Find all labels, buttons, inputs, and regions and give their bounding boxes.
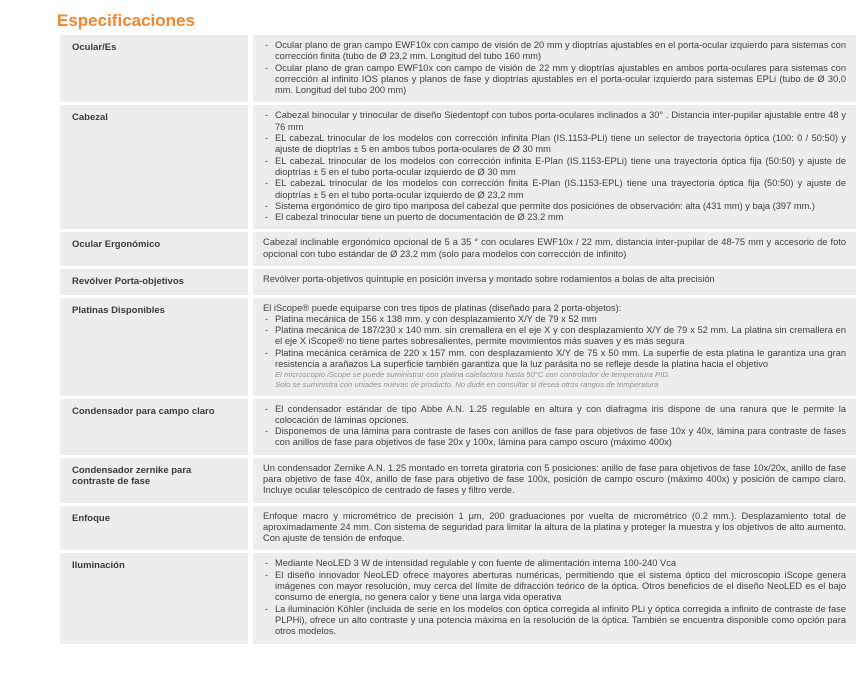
spec-row [60,232,856,266]
spec-row [60,298,856,396]
spec-bullet-item: - Platina mecánica de 156 x 138 mm. y con desplazamiento X/Y de 79 x 52 mm [263,314,846,325]
spec-row [60,399,856,455]
spec-row-label: Enfoque [60,506,248,551]
spec-note-text: Solo se suministra con uniades nuevas de producto. No dude en consultar si desea otros rangos de temperatura [275,379,659,389]
spec-row-content [253,232,856,266]
spec-text: Cabezal inclinable ergonómico opcional de 5 a 35 ° con oculares EWF10x / 22 mm, distancia inter-pupilar de 48-75 mm y accesorio de foto opcional con tubo estándar de Ø 23.2 mm (solo para modelos con corrección de infinito) [263,237,846,259]
spec-bullet-item: - El cabezal trinocular tiene un puerto de documentación de Ø 23.2 mm [263,212,846,223]
spec-row-label: Platinas Disponibles [60,298,248,396]
spec-row [60,553,856,643]
spec-row [60,269,856,295]
spec-text: Enfoque macro y micrométrico de precisión 1 μm, 200 graduaciones por vuelta de micrométrico (0.2 mm.). Desplazamiento total de aproximadamente 24 mm. Con sistema de seguridad para limitar la altura de la platina y proteger la muestra y los objetivos de alto aumento. Con ajuste de tensión de enfoque. [263,510,846,544]
spec-bullet-item: - Cabezal binocular y trinocular de diseño Siedentopf con tubos porta-oculares inclinados a 30° . Distancia inter-pupilar ajustable entre 48 y 76 mm [263,110,846,133]
specifications-table [60,35,856,644]
spec-text: Un condensador Zernike A.N. 1.25 montado en torreta giratoria con 5 posiciones: anillo de fase para objetivos de fase 10x/20x, anillo de fase para objetivo de fase 40x, anillo de fase para objetivo de fase 100x, posición de campo oscuro (máximo 400x) y posición de campo claro. Incluye ocular telescópico de centrado de fases y filtro verde. [263,462,846,496]
spec-row-label: Iluminación [60,553,248,643]
spec-row-content [253,399,856,455]
spec-text: Revólver porta-objetivos quíntuple en posición inversa y montado sobre rodamientos a bolas de alta precisión [263,274,715,285]
spec-bullet-item: - La iluminación Köhler (incluida de serie en los modelos con óptica corregida al infinito PLi y óptica corregida a infinito de contraste de fase PLPHi), ofrece un alto contraste y una potencia máxima en la resolución de la óptica. También se encuentra disponible como opción para otros modelos. [263,604,846,638]
spec-row-label: Ocular/Es [60,35,248,102]
spec-bullet-item: - El condensador estándar de tipo Abbe A.N. 1.25 regulable en altura y con diafragma iris dispone de una ranura que le permite la colocación de láminas opciones. [263,404,846,427]
spec-row-label: Revólver Porta-objetivos [60,269,248,295]
spec-bullet-item: - Disponemos de una lámina para contraste de fases con anillos de fase para objetivos de fase 10x y 40x, lámina para contraste de fases con anillos de fase para objetivos de fase 20x y 100x, lámina para campo oscuro (máximo 400x) [263,426,846,449]
spec-bullet-item: - EL cabezaL trinocular de los modelos con corrección infinita Plan (IS.1153-PLi) tiene un selector de trayectoria óptica (100: 0 / 50:50) y ajuste de dioptrías ± 5 en ambos tubos porta-oculares de Ø 30 mm [263,133,846,156]
spec-bullet-item: - El diseño innovador NeoLED ofrece mayores aberturas numéricas, permitiendo que el sistema óptico del microscopio iScope genera imágenes con mayor resolución, muy cerca del límite de difracción teórico de la óptica. Otros beneficios de el diseño NeoLED es el bajo consumo de energía, no genera calor y tiene una larga vida operativa [263,570,846,604]
spec-row [60,105,856,229]
spec-bullet-item: - Ocular plano de gran campo EWF10x con campo de visión de 22 mm y dioptrías ajustables en ambos porta-oculares para sistemas con corrección al infinito IOS planos y planos de fase y dioptrías ajustables en el porta-ocular izquierdo para sistemas EPLi (tubo de Ø 30,0 mm. Longitud del tubo 200 mm) [263,63,846,97]
spec-row-label: Ocular Ergonómico [60,232,248,266]
spec-bullet-item: - EL cabezaL trinocular de los modelos con corrección infinita E-Plan (IS.1153-EPLi) tiene una trayectoria óptica fija (50:50) y ajuste de dioptrías ± 5 en el tubo porta-ocular izquierdo de Ø 30 mm [263,156,846,179]
spec-row-content [253,35,856,102]
spec-bullet-item: - Platina mecánica cerámica de 220 x 157 mm. con desplazamiento X/Y de 75 x 50 mm. La superfie de esta platina le garantiza una gran resistencia a arañazos La superficie también garantiza que la luz parásita no se refleje desde la platina hacia el objetivo [263,348,846,371]
spec-row-content [253,553,856,643]
spec-note-text: El microscopio iScope se puede suministrar con platina calefactora hasta 50°C con controlador de temperatura PID. [275,370,670,380]
spec-row [60,506,856,551]
spec-bullet-item: - Platina mecánica de 187/230 x 140 mm. sin cremallera en el eje X y con desplazamiento X/Y de 79 x 52 mm. La platina sin cremallera en el eje X iScope® no tiene partes sobresalientes, permite movimientos más suaves y es más segura [263,325,846,348]
spec-intro-text: El iScope® puede equiparse con tres tipos de platinas (diseñado para 2 porta-objetos): [263,302,622,313]
spec-row-label: Cabezal [60,105,248,229]
spec-row-content [253,458,856,503]
spec-row-content [253,269,856,295]
spec-row [60,458,856,503]
spec-bullet-item: - EL cabezaL trinocular de los modelos con corrección finita E-Plan (IS.1153-EPL) tiene una trayectoria óptica fija (50:50) y ajuste de dioptrías ± 5 en el tubo porta-ocular izquierdo de Ø 23,2 mm [263,178,846,201]
spec-row-content [253,506,856,551]
spec-row-label: Condensador zernike para contraste de fase [60,458,248,503]
spec-bullet-item: - Mediante NeoLED 3 W de intensidad regulable y con fuente de alimentación interna 100-240 Vca [263,558,846,569]
spec-row-content [253,298,856,396]
page-title: Especificaciones [57,11,195,30]
spec-row-label: Condensador para campo claro [60,399,248,455]
spec-bullet-item: - Ocular plano de gran campo EWF10x con campo de visión de 20 mm y dioptrías ajustables en el porta-ocular izquierdo para sistemas con corrección finita (tubo de Ø 23,2 mm. Longitud del tubo 160 mm) [263,40,846,63]
spec-bullet-item: - Sistema ergonómico de giro tipo mariposa del cabezal que permite dos posiciónes de observación: alta (431 mm) y baja (397 mm.) [263,201,846,212]
spec-row [60,35,856,102]
spec-row-content [253,105,856,229]
